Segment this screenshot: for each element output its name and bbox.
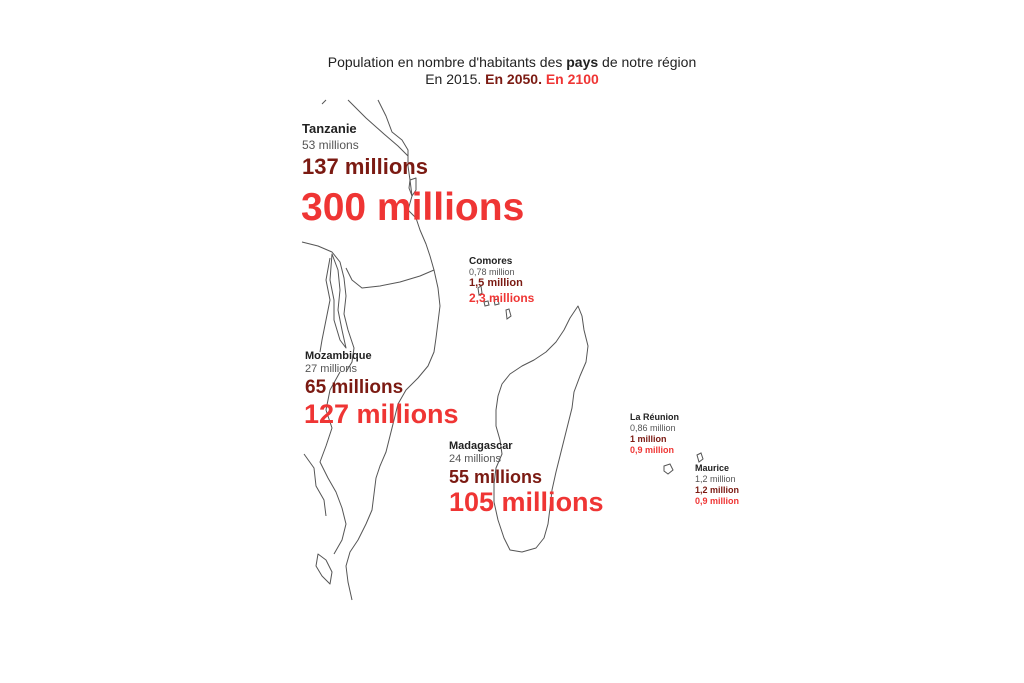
madagascar-name: Madagascar (449, 440, 513, 452)
map-title (0, 54, 1024, 70)
mozambique-pop-2015: 27 millions (305, 363, 357, 375)
la-reunion-pop-2015: 0,86 million (630, 423, 676, 433)
mozambique-name: Mozambique (305, 350, 372, 362)
mayotte-island (506, 309, 511, 319)
mauritius-island (697, 453, 703, 462)
madagascar-pop-2015: 24 millions (449, 453, 501, 465)
title-line1-prefix: Population en nombre d'habitants des (327, 54, 567, 70)
southern-border (316, 554, 332, 584)
tanzanie-pop-2050: 137 millions (302, 154, 428, 179)
tanzanie-pop-2015: 53 millions (302, 138, 359, 152)
reunion-island (664, 464, 673, 474)
madagascar-pop-2100: 105 millions (449, 487, 604, 517)
map-subtitle (0, 71, 1024, 87)
madagascar-pop-2050: 55 millions (449, 467, 543, 487)
subtitle-2100: En 2100 (545, 71, 599, 87)
comores-pop-2015: 0,78 million (469, 267, 515, 277)
la-reunion-name: La Réunion (630, 412, 679, 422)
comores-pop-2100: 2,3 millions (469, 291, 535, 305)
subtitle-2015: En 2015. (425, 71, 486, 87)
comores-pop-2050: 1,5 million (469, 277, 523, 289)
title-line1-bold: pays (566, 54, 599, 70)
maurice-pop-2050: 1,2 million (695, 485, 740, 495)
la-reunion-pop-2050: 1 million (630, 434, 667, 444)
tanzanie-name: Tanzanie (302, 121, 357, 136)
maurice-pop-2015: 1,2 million (695, 474, 736, 484)
lake-malawi (330, 254, 346, 348)
maurice-name: Maurice (695, 463, 730, 473)
la-reunion-pop-2100: 0,9 million (630, 445, 675, 455)
subtitle-2050: En 2050. (485, 71, 546, 87)
comores-name: Comores (469, 256, 513, 267)
maurice-pop-2100: 0,9 million (695, 496, 740, 506)
mozambique-pop-2100: 127 millions (304, 399, 459, 429)
tanzanie-pop-2100: 300 millions (301, 186, 525, 229)
title-line1-suffix: de notre région (598, 54, 697, 70)
tanzania-mozambique-border (346, 268, 434, 288)
mozambique-pop-2050: 65 millions (305, 377, 404, 398)
